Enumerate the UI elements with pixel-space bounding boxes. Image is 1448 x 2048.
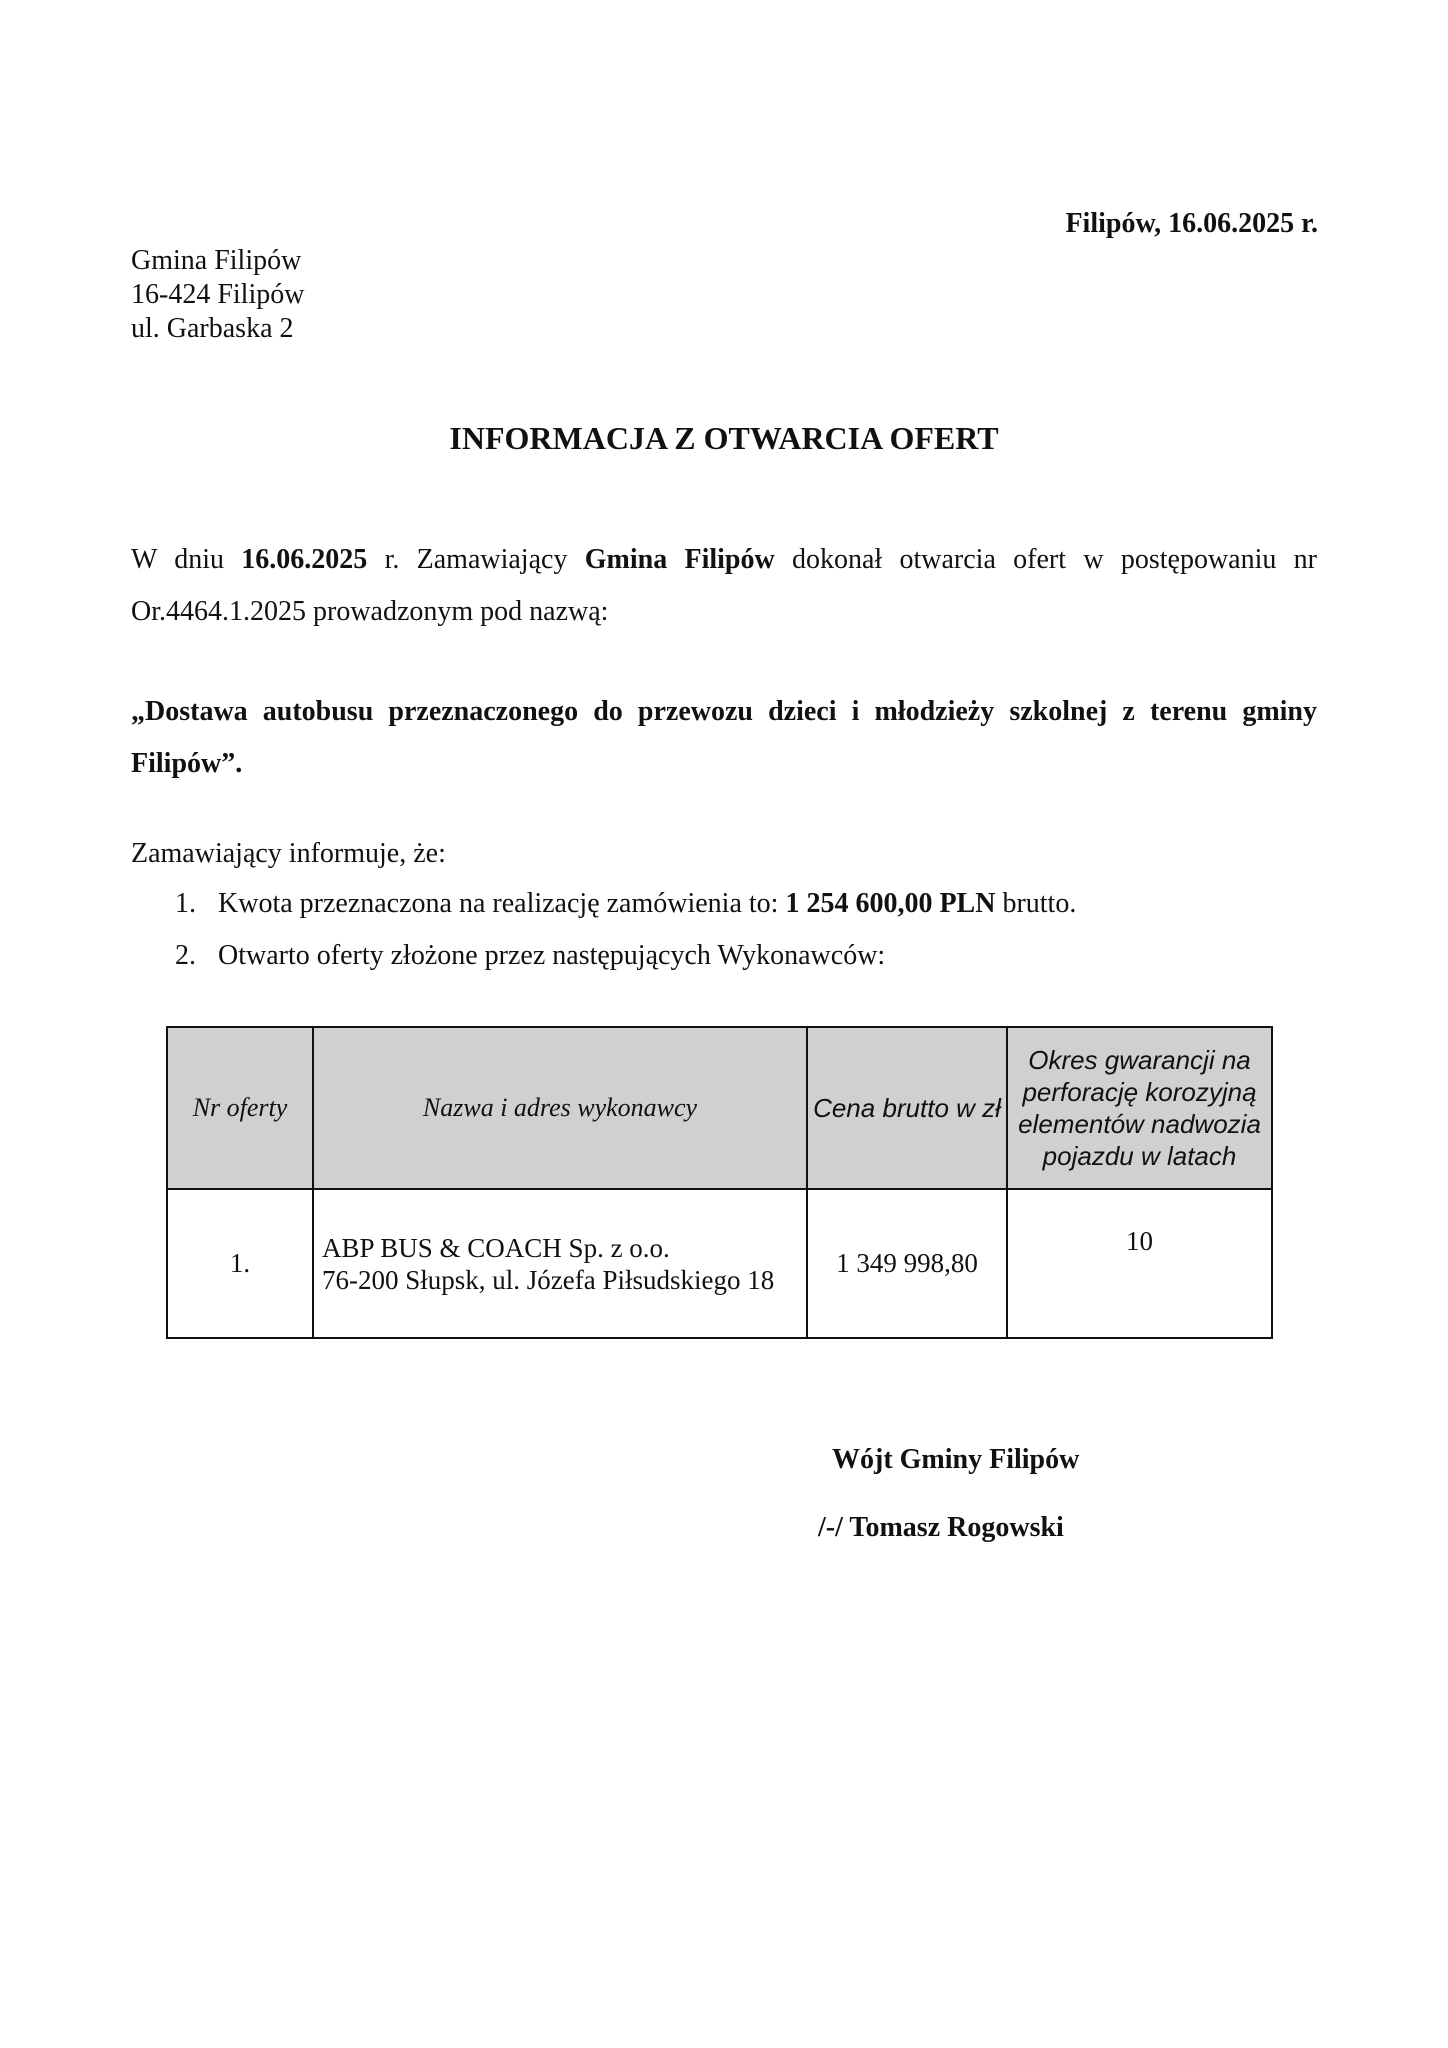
contractor-cell bbox=[313, 1189, 807, 1338]
contractor-address: 76-200 Słupsk, ul. Józefa Piłsudskiego 18 bbox=[322, 1264, 775, 1295]
intro-entity: Gmina Filipów bbox=[584, 544, 775, 575]
list-item bbox=[175, 940, 1076, 992]
procurement-subject: „Dostawa autobusu przeznaczonego do przewozu dzieci i młodzieży szkolnej z terenu gminy Filipów”. bbox=[131, 696, 1317, 779]
intro-paragraph bbox=[131, 534, 1317, 638]
signature-name: /-/ Tomasz Rogowski bbox=[818, 1512, 1064, 1543]
list-item bbox=[175, 888, 1076, 940]
intro-text-3: dokonał otwarcia ofert w postępowaniu nr Or.4464.1.2025 prowadzonym pod nazwą: bbox=[131, 544, 1317, 627]
header-contractor: Nazwa i adres wykonawcy bbox=[313, 1027, 807, 1189]
document-date: Filipów, 16.06.2025 r. bbox=[1065, 208, 1318, 239]
contractor-name: ABP BUS & COACH Sp. z o.o. bbox=[322, 1232, 670, 1263]
table-row bbox=[167, 1189, 1272, 1338]
sender-name: Gmina Filipów bbox=[131, 245, 302, 276]
intro-date: 16.06.2025 bbox=[241, 544, 368, 575]
offer-price: 1 349 998,80 bbox=[807, 1189, 1007, 1338]
budget-amount: 1 254 600,00 PLN bbox=[785, 888, 996, 919]
list-item-suffix: brutto. bbox=[995, 888, 1077, 919]
list-item-number: 1. bbox=[175, 888, 196, 919]
header-offer-number: Nr oferty bbox=[167, 1027, 313, 1189]
warranty-years: 10 bbox=[1007, 1189, 1272, 1338]
intro-text-2: r. Zamawiający bbox=[367, 544, 585, 575]
intro-text-1: W dniu bbox=[131, 544, 242, 575]
offers-table bbox=[166, 1026, 1273, 1339]
list-item-text: Otwarto oferty złożone przez następujących Wykonawców: bbox=[218, 940, 886, 971]
sender-street: ul. Garbaska 2 bbox=[131, 313, 294, 344]
informs-line: Zamawiający informuje, że: bbox=[131, 838, 446, 869]
list-item-number: 2. bbox=[175, 940, 196, 971]
header-warranty: Okres gwarancji na perforację korozyjną elementów nadwozia pojazdu w latach bbox=[1007, 1027, 1272, 1189]
signature-role: Wójt Gminy Filipów bbox=[832, 1444, 1080, 1475]
offer-number: 1. bbox=[167, 1189, 313, 1338]
sender-address bbox=[131, 244, 304, 346]
list-item-text: Kwota przeznaczona na realizację zamówienia to: bbox=[218, 888, 786, 919]
info-list bbox=[175, 888, 1076, 992]
header-price: Cena brutto w zł bbox=[807, 1027, 1007, 1189]
document-title: INFORMACJA Z OTWARCIA OFERT bbox=[449, 420, 999, 456]
sender-postal: 16-424 Filipów bbox=[131, 279, 305, 310]
table-header-row bbox=[167, 1027, 1272, 1189]
